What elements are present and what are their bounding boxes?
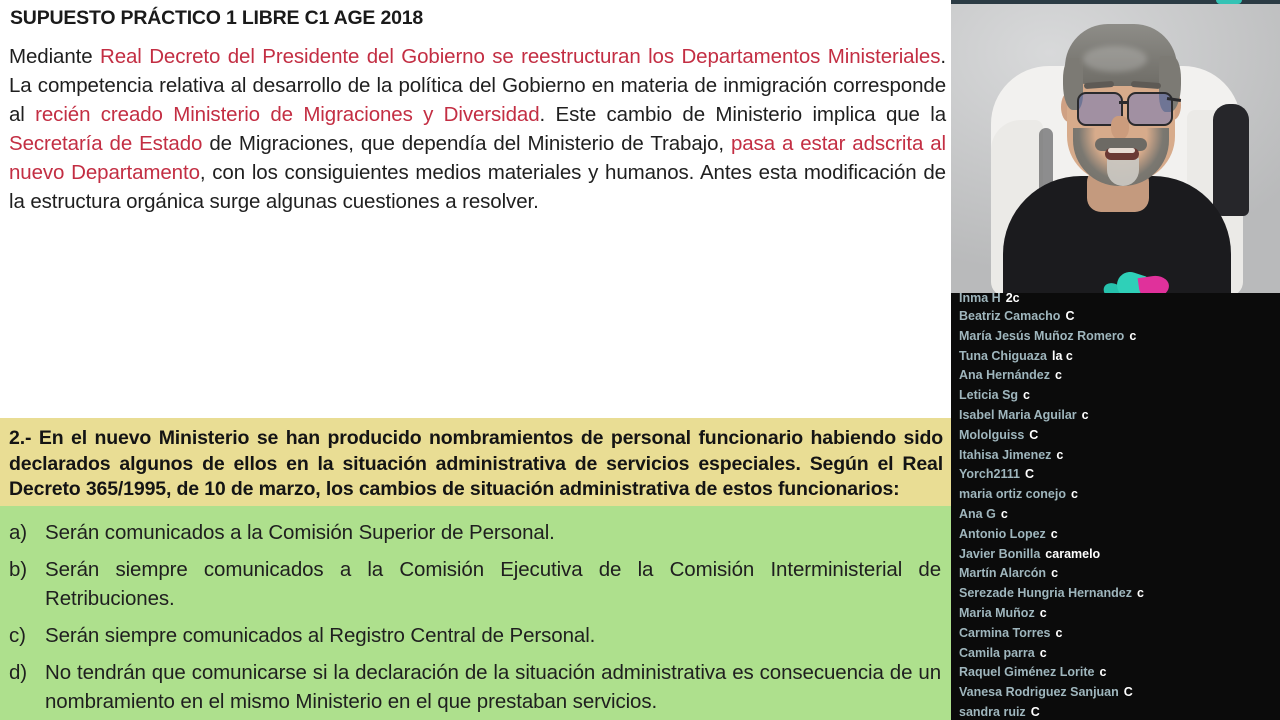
- answer-option[interactable]: [9, 621, 941, 650]
- chat-message: [951, 564, 1280, 584]
- chat-message-text: c: [1136, 586, 1144, 601]
- chat-message: [951, 307, 1280, 327]
- chat-message: [951, 703, 1280, 720]
- chat-message-text: C: [1024, 467, 1034, 482]
- chat-message: [951, 426, 1280, 446]
- webcam-video[interactable]: [951, 0, 1280, 293]
- chat-message-text: C: [1123, 685, 1133, 700]
- answer-letter: c): [9, 624, 26, 647]
- presenter-nose: [1111, 116, 1129, 140]
- chat-message: [951, 584, 1280, 604]
- chat-message-text: c: [1056, 447, 1064, 462]
- live-chat-panel[interactable]: [951, 293, 1280, 720]
- chat-message-text: c: [1129, 328, 1137, 343]
- chat-message-text: caramelo: [1045, 546, 1101, 561]
- chat-message: [951, 327, 1280, 347]
- chat-message-text: c: [1050, 526, 1058, 541]
- statement-run: Mediante: [9, 45, 100, 68]
- chat-author-name: Ana Hernández: [959, 368, 1050, 383]
- question-text: 2.- En el nuevo Ministerio se han producido nombramientos de personal funcionario habiendo sido declarados algunos de ellos en la situación administrativa de servicios especiales. Según el Real Decreto 365/1995, de 10 de marzo, los cambios de situación administrativa de estos funcionarios:: [9, 427, 943, 500]
- chat-author-name: Yorch2111: [959, 467, 1020, 482]
- chat-author-name: Vanesa Rodriguez Sanjuan: [959, 685, 1119, 700]
- chat-message: [951, 525, 1280, 545]
- chat-message-text: c: [1070, 487, 1078, 502]
- chat-message-text: c: [1051, 566, 1059, 581]
- chat-author-name: sandra ruiz: [959, 704, 1026, 719]
- chat-message: [951, 293, 1280, 307]
- statement-highlight-run: Real Decreto del Presidente del Gobierno se reestructuran los Departamentos Ministeriales: [100, 45, 941, 68]
- chat-author-name: Antonio Lopez: [959, 526, 1046, 541]
- chat-message-text: C: [1029, 427, 1039, 442]
- chat-message-text: C: [1030, 704, 1040, 719]
- chat-author-name: maria ortiz conejo: [959, 487, 1066, 502]
- slide-statement-paragraph: [9, 42, 946, 216]
- answer-option[interactable]: [9, 518, 941, 547]
- chat-author-name: Inma H: [959, 293, 1001, 305]
- statement-highlight-run: Secretaría de Estado: [9, 132, 203, 155]
- answer-text: Serán comunicados a la Comisión Superior de Personal.: [45, 521, 555, 544]
- chat-message: [951, 545, 1280, 565]
- chat-author-name: Camila parra: [959, 645, 1035, 660]
- chat-author-name: Beatriz Camacho: [959, 309, 1061, 323]
- answer-letter: b): [9, 558, 28, 581]
- chat-author-name: Itahisa Jimenez: [959, 447, 1052, 462]
- chat-author-name: María Jesús Muñoz Romero: [959, 328, 1125, 343]
- chat-message: [951, 347, 1280, 367]
- chat-message-text: c: [1039, 645, 1047, 660]
- chat-message-text: la c: [1051, 348, 1073, 363]
- answer-letter: d): [9, 661, 28, 684]
- chat-message: [951, 366, 1280, 386]
- chat-author-name: Javier Bonilla: [959, 546, 1041, 561]
- chat-message: [951, 446, 1280, 466]
- chat-author-name: Serezade Hungria Hernandez: [959, 586, 1132, 601]
- chat-author-name: Raquel Giménez Lorite: [959, 665, 1095, 680]
- answer-text: Serán siempre comunicados a la Comisión Ejecutiva de la Comisión Interministerial de Retribuciones.: [45, 558, 941, 610]
- glasses-bridge: [1119, 101, 1129, 104]
- answer-option[interactable]: [9, 555, 941, 613]
- teal-accent-shape: [1216, 0, 1242, 4]
- chat-author-name: Carmina Torres: [959, 625, 1051, 640]
- chat-message: [951, 406, 1280, 426]
- chat-message: [951, 644, 1280, 664]
- chat-message-text: c: [1099, 665, 1107, 680]
- chat-message: [951, 663, 1280, 683]
- chat-message: [951, 624, 1280, 644]
- question-block: [0, 418, 951, 506]
- statement-run: . La competencia relativa al desarrollo de la política del Gobierno en materia de inmigración corresponde al: [9, 45, 946, 126]
- presenter-teeth: [1108, 148, 1135, 153]
- chat-author-name: Ana G: [959, 506, 996, 521]
- statement-run: , con los consiguientes medios materiales y humanos. Antes esta modificación de la estructura orgánica surge algunas cuestiones a resolver.: [9, 161, 946, 213]
- chat-author-name: Leticia Sg: [959, 388, 1019, 403]
- answer-option[interactable]: [9, 658, 941, 716]
- chat-message: [951, 386, 1280, 406]
- chat-author-name: Tuna Chiguaza: [959, 348, 1047, 363]
- statement-highlight-run: pasa a estar adscrita al nuevo Departamento: [9, 132, 946, 184]
- chat-message-text: c: [1023, 388, 1030, 403]
- chat-message-text: C: [1065, 309, 1075, 323]
- chat-message: [951, 465, 1280, 485]
- answer-text: No tendrán que comunicarse si la declaración de la situación administrativa es consecuencia de un nombramiento en el mismo Ministerio en el que prestaban servicios.: [45, 661, 941, 713]
- chat-author-name: Mololguiss: [959, 427, 1025, 442]
- chat-message-text: c: [1000, 506, 1008, 521]
- forehead-highlight: [1083, 46, 1147, 72]
- chat-message-text: c: [1055, 625, 1063, 640]
- statement-run: de Migraciones, que dependía del Ministerio de Trabajo,: [202, 132, 731, 155]
- chat-message-text: c: [1081, 407, 1089, 422]
- answer-letter: a): [9, 521, 28, 544]
- slide-title: SUPUESTO PRÁCTICO 1 LIBRE C1 AGE 2018: [10, 7, 424, 29]
- right-column: [951, 0, 1280, 720]
- chat-author-name: Martín Alarcón: [959, 566, 1047, 581]
- chair-dark-panel-right: [1213, 104, 1249, 216]
- chat-message-text: c: [1055, 368, 1062, 383]
- video-top-strip: [951, 0, 1280, 4]
- chat-author-name: Maria Muñoz: [959, 605, 1035, 620]
- statement-run: . Este cambio de Ministerio implica que la: [539, 103, 947, 126]
- chat-author-name: Isabel Maria Aguilar: [959, 407, 1077, 422]
- chat-message-text: 2c: [1005, 293, 1020, 305]
- answers-block: [0, 506, 951, 720]
- chat-message-text: c: [1039, 605, 1047, 620]
- answer-text: Serán siempre comunicados al Registro Central de Personal.: [45, 624, 596, 647]
- chat-message: [951, 485, 1280, 505]
- statement-highlight-run: recién creado Ministerio de Migraciones y Diversidad: [35, 103, 540, 126]
- chat-message: [951, 604, 1280, 624]
- chat-message: [951, 505, 1280, 525]
- chat-message: [951, 683, 1280, 703]
